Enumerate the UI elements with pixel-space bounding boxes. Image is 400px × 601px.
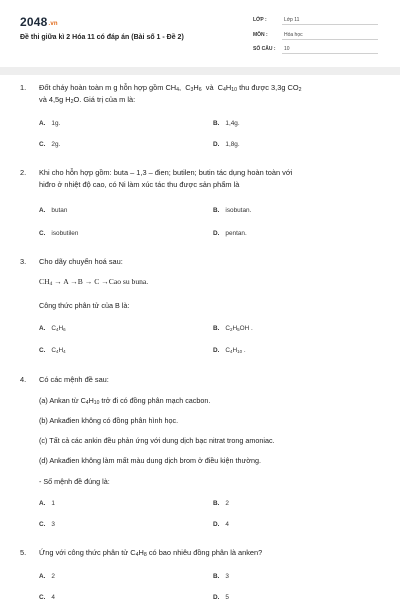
option-a[interactable] xyxy=(39,120,60,127)
meta-underline xyxy=(282,53,378,54)
option-text: 3 xyxy=(51,521,55,528)
option-text: $C_4H_6$ xyxy=(51,325,66,332)
option-letter: A. xyxy=(39,207,46,214)
option-text: isobutan. xyxy=(225,207,252,214)
option-text: 4 xyxy=(225,521,229,528)
question-number: 2. xyxy=(20,168,27,177)
option-a[interactable] xyxy=(39,207,67,214)
option-text: 1g. xyxy=(51,120,61,127)
logo-text: 2048 xyxy=(20,15,48,29)
option-letter: D. xyxy=(213,521,220,528)
option-letter: A. xyxy=(39,573,46,580)
header-divider xyxy=(0,67,400,75)
option-text: 2 xyxy=(51,573,55,580)
option-text: 2 xyxy=(225,500,229,507)
meta-subject-label: MÔN : xyxy=(253,32,268,38)
option-text: 5 xyxy=(225,594,229,601)
meta-count-row xyxy=(253,44,378,54)
option-c[interactable] xyxy=(39,521,55,528)
option-b[interactable] xyxy=(213,573,229,580)
option-a[interactable] xyxy=(39,500,55,507)
question-5 xyxy=(20,547,385,560)
statement-c: (c) Tất cả các ankin đều phản ứng với dung dịch bạc nitrat trong amoniac. xyxy=(39,436,275,445)
meta-count-value: 10 xyxy=(284,46,290,52)
meta-underline xyxy=(282,39,378,40)
option-text: 2g. xyxy=(51,141,61,148)
reaction-chain: $CH_4 \to A \to B \to C \to Cao$ su buna. xyxy=(39,277,149,287)
option-b[interactable] xyxy=(213,500,229,507)
question-number: 4. xyxy=(20,375,27,384)
option-d[interactable] xyxy=(213,141,240,148)
question-text: Cho dãy chuyển hoá sau: xyxy=(39,257,123,266)
meta-count-label: SỐ CÂU : xyxy=(253,46,276,52)
meta-class-label: LỚP : xyxy=(253,17,267,23)
option-letter: D. xyxy=(213,594,220,601)
question-3 xyxy=(20,256,385,269)
question-1 xyxy=(20,82,385,108)
option-letter: A. xyxy=(39,325,46,332)
option-text: 3 xyxy=(225,573,229,580)
question-text: Đốt cháy hoàn toàn m g hỗn hợp gồm $CH_4$, $C_3H_6$ và $C_4H_{10}$ thu được 3,3g $CO_2$ và 4,5g $H_2O$. Giá trị của m là: xyxy=(39,83,302,105)
option-text: 1,8g. xyxy=(225,141,240,148)
site-logo[interactable] xyxy=(20,15,58,29)
option-letter: C. xyxy=(39,141,46,148)
option-letter: A. xyxy=(39,120,46,127)
question-text: Có các mệnh đề sau: xyxy=(39,375,109,384)
option-letter: C. xyxy=(39,230,46,237)
question-text: Khi cho hỗn hợp gồm: buta – 1,3 – đien; butilen; butin tác dụng hoàn toàn với hiđro ở nhiệt độ cao, có Ni làm xúc tác thu được sản phẩm là xyxy=(39,168,293,189)
option-text: 1,4g. xyxy=(225,120,240,127)
option-b[interactable] xyxy=(213,325,253,332)
meta-class-row xyxy=(253,15,378,25)
option-letter: B. xyxy=(213,500,220,507)
option-text: $C_4H_4$ xyxy=(51,347,66,354)
option-c[interactable] xyxy=(39,141,60,148)
question-2 xyxy=(20,167,385,193)
option-a[interactable] xyxy=(39,325,66,332)
option-b[interactable] xyxy=(213,120,240,127)
option-a[interactable] xyxy=(39,573,55,580)
option-letter: A. xyxy=(39,500,46,507)
option-text: 1 xyxy=(51,500,55,507)
option-text: pentan. xyxy=(225,230,247,237)
statement-a: (a) Ankan từ $C_4H_{10}$ trở đi có đồng phân mạch cacbon. xyxy=(39,396,211,406)
statement-d: (d) Ankađien không làm mất màu dung dịch brom ở điều kiện thường. xyxy=(39,456,261,465)
question-number: 3. xyxy=(20,257,27,266)
logo-suffix: .vn xyxy=(48,21,58,27)
option-b[interactable] xyxy=(213,207,251,214)
option-letter: C. xyxy=(39,347,46,354)
question-4 xyxy=(20,374,385,387)
question-subtext: Công thức phân tử của B là: xyxy=(39,301,130,310)
option-letter: C. xyxy=(39,594,46,601)
page-header xyxy=(0,0,400,66)
option-text: 4 xyxy=(51,594,55,601)
option-letter: D. xyxy=(213,141,220,148)
option-letter: B. xyxy=(213,573,220,580)
option-letter: B. xyxy=(213,120,220,127)
meta-class-value: Lớp 11 xyxy=(284,17,300,23)
meta-subject-value: Hóa học xyxy=(284,32,303,38)
question-number: 1. xyxy=(20,83,27,92)
option-d[interactable] xyxy=(213,347,246,354)
option-text: $C_4H_{10}$ . xyxy=(225,347,246,354)
option-letter: D. xyxy=(213,230,220,237)
option-text: $C_2H_5OH$ . xyxy=(225,325,253,332)
option-letter: C. xyxy=(39,521,46,528)
question-text: Ứng với công thức phân tử $C_4H_8$ có bao nhiêu đồng phân là anken? xyxy=(39,548,263,558)
option-letter: D. xyxy=(213,347,220,354)
option-c[interactable] xyxy=(39,230,78,237)
option-letter: B. xyxy=(213,325,220,332)
option-d[interactable] xyxy=(213,521,229,528)
option-d[interactable] xyxy=(213,230,247,237)
option-text: isobutilen xyxy=(51,230,79,237)
question-number: 5. xyxy=(20,548,27,557)
option-c[interactable] xyxy=(39,347,66,354)
question-prompt: - Số mệnh đề đúng là: xyxy=(39,477,110,486)
meta-subject-row xyxy=(253,30,378,40)
document-title: Đề thi giữa kì 2 Hóa 11 có đáp án (Bài số 1 - Đề 2) xyxy=(20,34,184,41)
meta-underline xyxy=(282,24,378,25)
statement-b: (b) Ankađien không có đồng phân hình học. xyxy=(39,416,179,425)
option-text: butan xyxy=(51,207,68,214)
option-letter: B. xyxy=(213,207,220,214)
